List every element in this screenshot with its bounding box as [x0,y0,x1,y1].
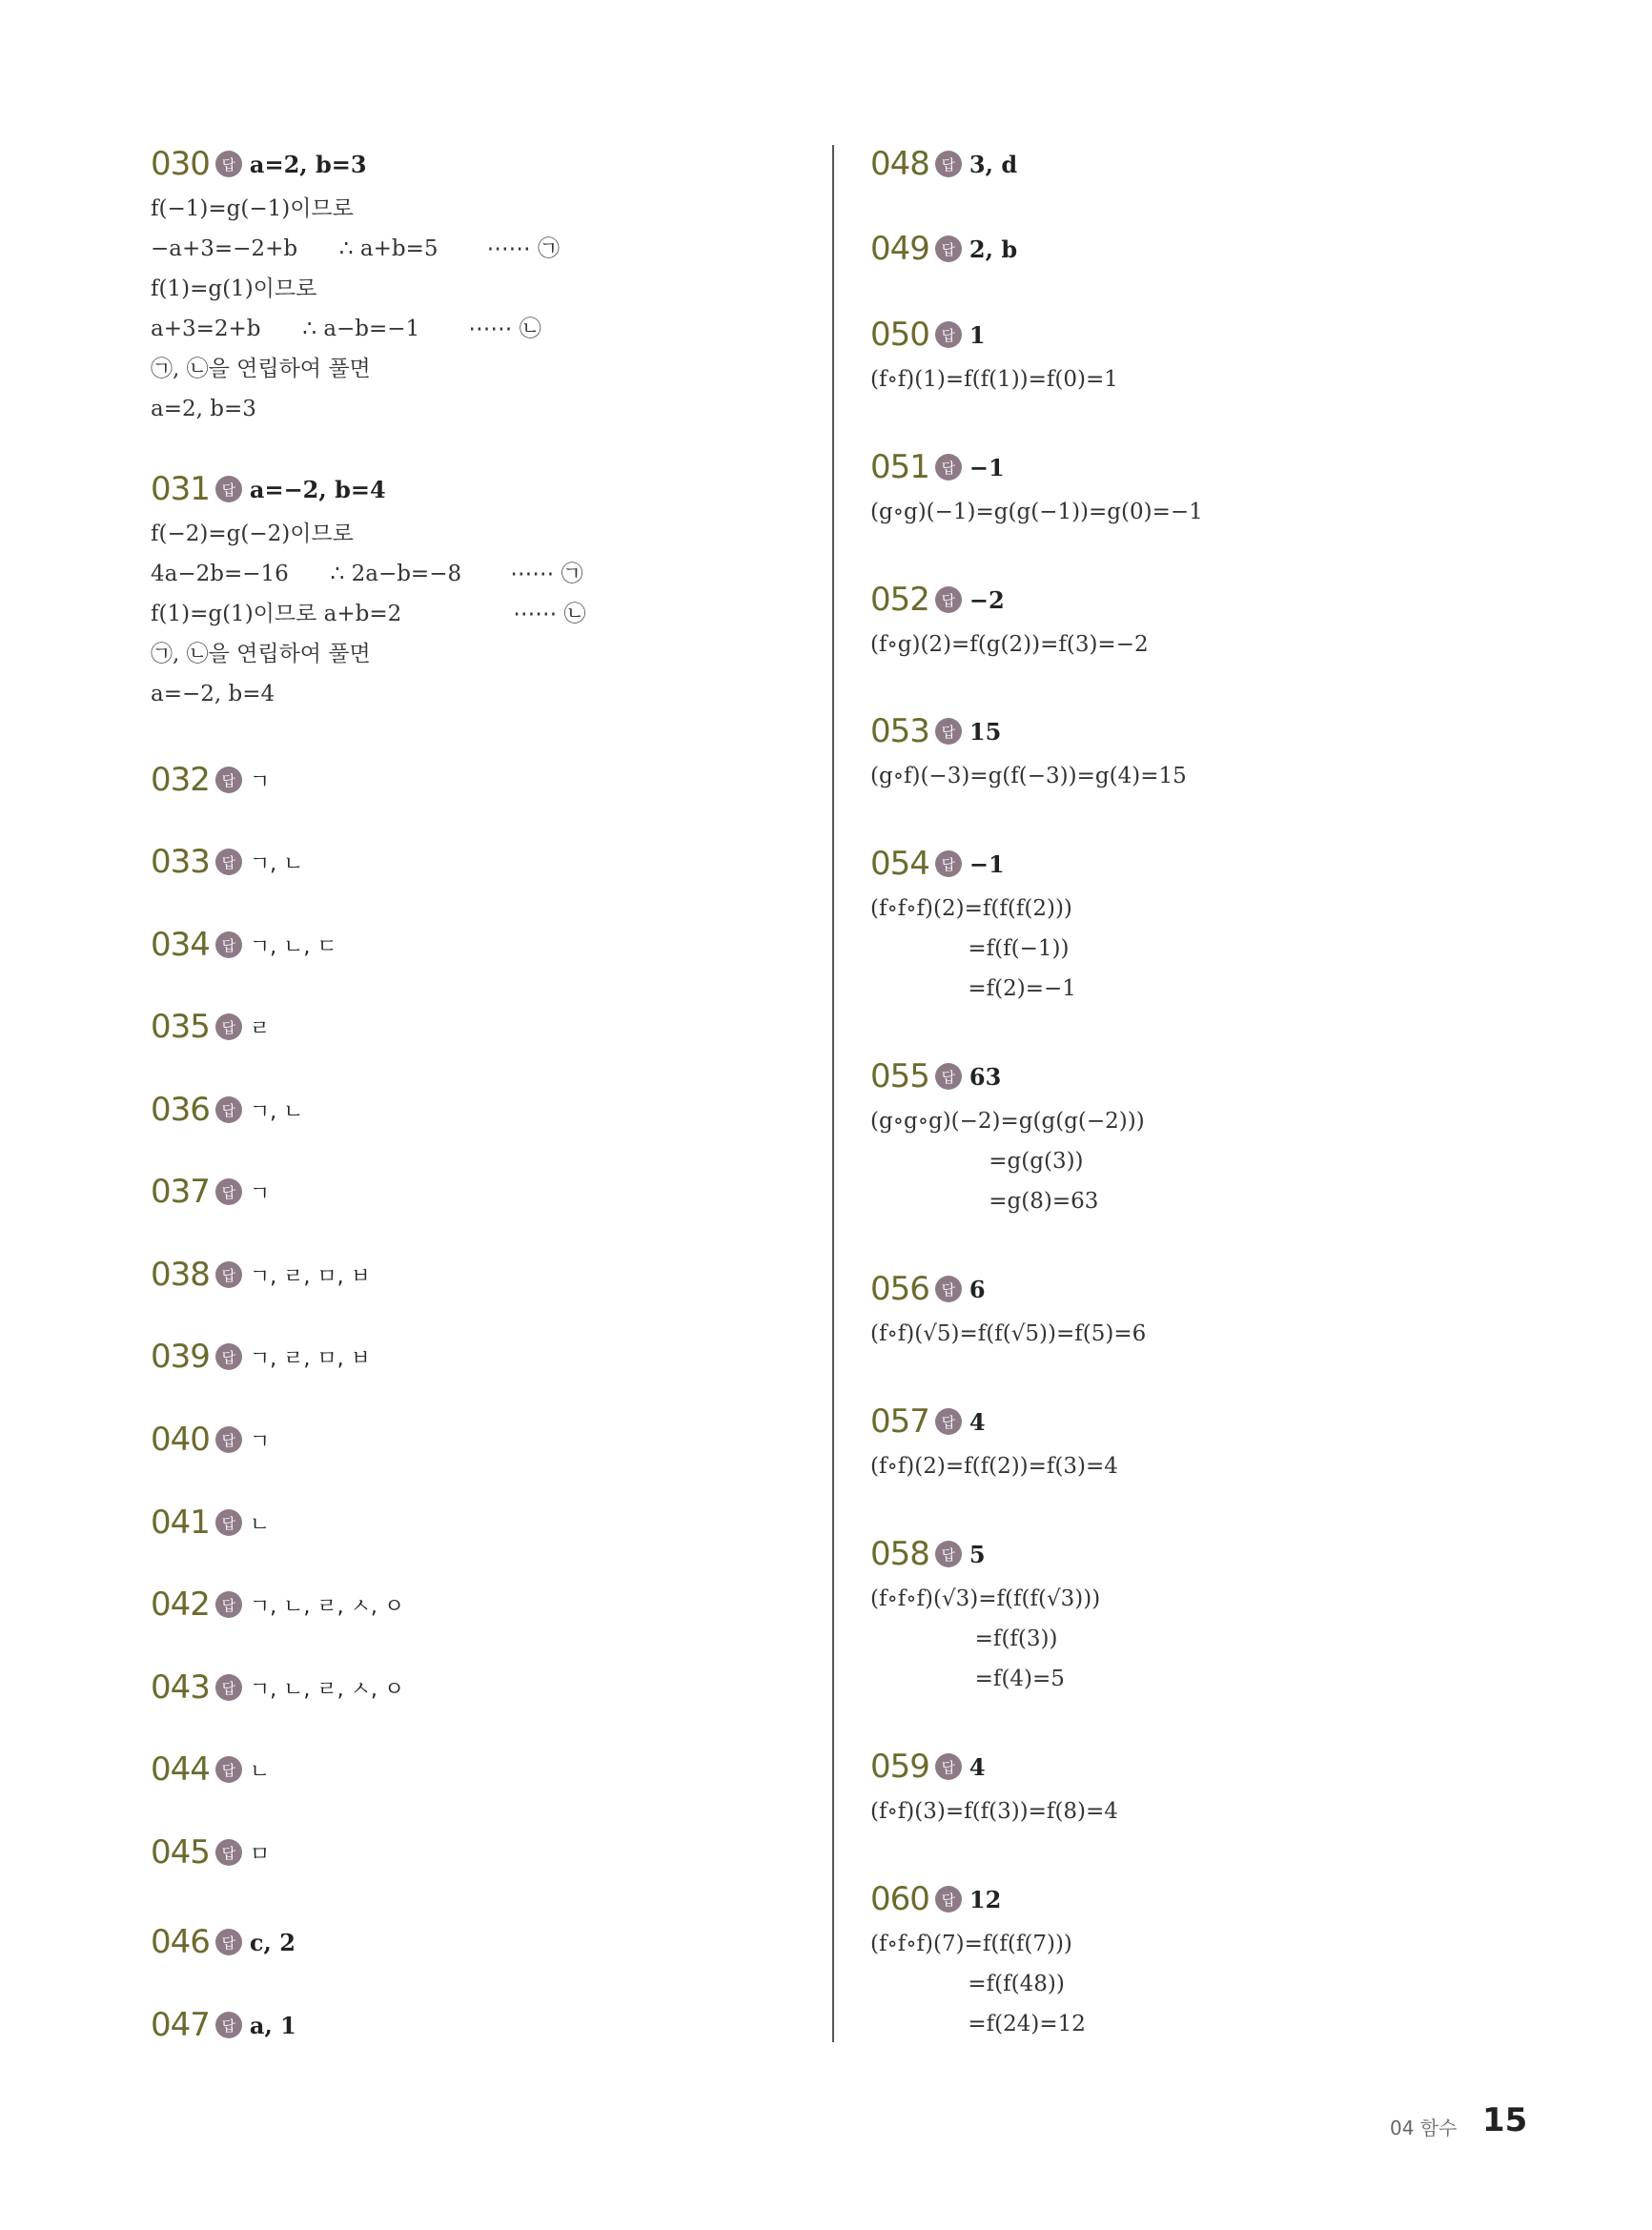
problem-header [870,228,1017,270]
answer-value: 4 [969,1752,986,1781]
problem-036 [151,1089,303,1131]
solution-body [870,1101,1145,1221]
problem-number: 044 [151,1750,210,1789]
problem-060 [870,1878,1086,2044]
answer-value: ㄴ [249,1759,271,1784]
problem-number: 060 [870,1880,929,1918]
problem-049 [870,228,1017,270]
solution-line: ㉠, ㉡을 연립하여 풀면 [151,357,371,381]
solution-line: (g∘f)(−3)=g(f(−3))=g(4)=15 [870,764,1187,788]
solution-line: (f∘f)(√5)=f(f(√5))=f(5)=6 [870,1321,1147,1346]
problem-header [870,1746,1118,1788]
problem-header [870,843,1076,885]
problem-header [151,2004,296,2046]
problem-header [151,841,303,883]
problem-number: 041 [151,1504,210,1542]
problem-058 [870,1533,1100,1699]
problem-number: 043 [151,1668,210,1707]
solution-line: a=−2, b=4 [151,682,275,706]
problem-number: 055 [870,1057,929,1095]
problem-045 [151,1831,270,1873]
problem-number: 038 [151,1256,210,1294]
problem-033 [151,841,303,883]
answer-badge-icon: 답 [935,1753,962,1780]
answer-value: a, 1 [249,2011,296,2039]
answer-value: ㄱ, ㄹ, ㅁ, ㅂ [249,1346,371,1371]
problem-054 [870,843,1076,1009]
problem-header [151,143,560,185]
problem-number: 049 [870,230,929,268]
solution-line: (f∘f∘f)(7)=f(f(f(7))) [870,1932,1072,1956]
problem-header [151,759,270,801]
problem-035 [151,1006,270,1048]
solution-line: a=2, b=3 [151,397,256,421]
answer-badge-icon: 답 [215,931,242,958]
problem-030 [151,143,560,429]
answer-badge-icon: 답 [215,1013,242,1040]
problem-number: 051 [870,448,929,486]
problem-056 [870,1268,1146,1354]
problem-number: 032 [151,761,210,799]
problem-number: 035 [151,1008,210,1046]
problem-042 [151,1584,404,1626]
answer-value: 5 [969,1540,986,1568]
problem-059 [870,1746,1118,1831]
answer-badge-icon: 답 [215,151,242,177]
problem-031 [151,468,586,714]
solution-line: =f(f(3)) [870,1626,1058,1651]
solution-body [870,359,1118,399]
problem-number: 053 [870,712,929,750]
solution-line: (f∘g)(2)=f(g(2))=f(3)=−2 [870,632,1149,657]
answer-badge-icon: 답 [215,1674,242,1701]
answer-badge-icon: 답 [215,1096,242,1123]
problem-047 [151,2004,296,2046]
answer-value: 4 [969,1407,986,1436]
problem-041 [151,1502,270,1544]
problem-header [870,710,1187,752]
answer-value: a=2, b=3 [249,150,367,178]
problem-header [151,1336,371,1378]
problem-number: 054 [870,845,929,883]
answer-value: −1 [969,453,1005,481]
answer-badge-icon: 답 [215,1929,242,1955]
solution-body [151,189,560,429]
problem-039 [151,1336,371,1378]
column-divider [832,145,834,2042]
problem-number: 050 [870,316,929,354]
solution-line: =f(24)=12 [870,2012,1086,2036]
answer-badge-icon: 답 [215,476,242,502]
solution-body [870,1314,1146,1354]
page-number: 15 [1482,2101,1528,2139]
answer-badge-icon: 답 [935,1276,962,1302]
answer-badge-icon: 답 [935,235,962,262]
problem-header [870,579,1149,621]
problem-header [151,1419,270,1461]
problem-number: 045 [151,1833,210,1872]
solution-body [870,889,1076,1009]
problem-header [151,1006,270,1048]
answer-value: ㅁ [249,1842,271,1867]
problem-number: 046 [151,1923,210,1961]
answer-value: ㄹ [249,1016,271,1041]
problem-number: 059 [870,1748,929,1786]
solution-line: (g∘g)(−1)=g(g(−1))=g(0)=−1 [870,500,1203,524]
problem-number: 042 [151,1586,210,1624]
problem-header [151,1502,270,1544]
problem-number: 057 [870,1402,929,1441]
problem-number: 052 [870,581,929,619]
solution-line: (g∘g∘g)(−2)=g(g(g(−2))) [870,1109,1145,1134]
solution-line: ㉠, ㉡을 연립하여 풀면 [151,642,371,666]
answer-badge-icon: 답 [215,1343,242,1370]
answer-value: ㄱ, ㄴ [249,851,304,876]
solution-body [870,1924,1086,2044]
solution-body [870,756,1187,796]
solution-body [870,624,1149,665]
footer-section-label: 04 함수 [1390,2117,1458,2139]
problem-number: 036 [151,1091,210,1129]
problem-053 [870,710,1187,796]
problem-header [151,1921,296,1963]
problem-number: 033 [151,843,210,881]
answer-value: ㄴ [249,1512,271,1537]
answer-badge-icon: 답 [935,718,962,745]
answer-value: 15 [969,717,1002,746]
solution-line: (f∘f)(2)=f(f(2))=f(3)=4 [870,1454,1118,1479]
problem-header [870,1055,1145,1097]
problem-number: 058 [870,1535,929,1573]
answer-value: c, 2 [249,1928,296,1956]
problem-050 [870,314,1118,399]
problem-032 [151,759,270,801]
answer-badge-icon: 답 [215,1591,242,1618]
solution-line: (f∘f∘f)(√3)=f(f(f(√3))) [870,1586,1101,1611]
answer-badge-icon: 답 [935,321,962,348]
answer-badge-icon: 답 [215,1426,242,1453]
problem-038 [151,1254,371,1296]
answer-value: ㄱ, ㄹ, ㅁ, ㅂ [249,1264,371,1289]
solution-line: a+3=2+b ∴ a−b=−1 ⋯⋯ ㉡ [151,317,541,341]
answer-badge-icon: 답 [215,849,242,875]
answer-value: a=−2, b=4 [249,475,386,503]
problem-040 [151,1419,270,1461]
problem-header [151,1089,303,1131]
solution-line: (f∘f∘f)(2)=f(f(f(2))) [870,896,1072,921]
answer-badge-icon: 답 [215,1756,242,1783]
problem-header [151,924,337,966]
answer-badge-icon: 답 [935,1541,962,1567]
solution-line: 4a−2b=−16 ∴ 2a−b=−8 ⋯⋯ ㉠ [151,562,583,586]
problem-043 [151,1667,404,1708]
answer-value: 6 [969,1275,986,1303]
answer-value: ㄱ [249,1429,271,1454]
solution-line: f(1)=g(1)이므로 a+b=2 ⋯⋯ ㉡ [151,602,586,626]
problem-051 [870,446,1203,532]
problem-057 [870,1401,1118,1486]
solution-line: =g(g(3)) [870,1149,1084,1174]
solution-body [870,1446,1118,1486]
problem-header [870,1878,1086,1920]
problem-header [151,1254,371,1296]
problem-header [870,1268,1146,1310]
solution-line: −a+3=−2+b ∴ a+b=5 ⋯⋯ ㉠ [151,236,560,261]
problem-number: 034 [151,926,210,964]
problem-055 [870,1055,1145,1221]
problem-header [870,143,1017,185]
answer-badge-icon: 답 [215,1178,242,1205]
answer-badge-icon: 답 [935,454,962,481]
answer-badge-icon: 답 [935,1063,962,1090]
problem-046 [151,1921,296,1963]
problem-header [870,1533,1100,1575]
solution-line: =g(8)=63 [870,1189,1099,1214]
answer-value: ㄱ, ㄴ, ㄹ, ㅅ, ㅇ [249,1677,405,1702]
answer-value: ㄱ, ㄴ, ㄷ [249,934,337,959]
solution-line: =f(4)=5 [870,1667,1065,1691]
answer-value: −2 [969,585,1005,614]
problem-number: 031 [151,470,210,508]
problem-header [151,1584,404,1626]
solution-line: =f(2)=−1 [870,976,1076,1001]
problem-header [151,1171,270,1213]
answer-badge-icon: 답 [215,1509,242,1536]
answer-badge-icon: 답 [935,151,962,177]
problem-number: 040 [151,1421,210,1459]
problem-052 [870,579,1149,665]
answer-value: ㄱ, ㄴ, ㄹ, ㅅ, ㅇ [249,1594,405,1619]
problem-number: 037 [151,1173,210,1211]
problem-number: 047 [151,2006,210,2044]
problem-034 [151,924,337,966]
problem-header [151,1749,270,1790]
problem-048 [870,143,1017,185]
answer-value: 63 [969,1062,1002,1091]
answer-value: 3, d [969,150,1018,178]
solution-body [870,1791,1118,1831]
problem-header [151,1831,270,1873]
answer-badge-icon: 답 [215,1261,242,1288]
answer-value: ㄱ, ㄴ [249,1099,304,1124]
answer-value: −1 [969,849,1005,878]
problem-number: 056 [870,1270,929,1308]
problem-number: 030 [151,145,210,183]
problem-header [870,446,1203,488]
problem-header [151,1667,404,1708]
solution-body [870,492,1203,532]
answer-badge-icon: 답 [935,586,962,613]
problem-header [870,314,1118,356]
solution-line: f(−1)=g(−1)이므로 [151,196,354,221]
solution-line: =f(f(48)) [870,1972,1065,1996]
answer-value: ㄱ [249,769,271,794]
solution-body [870,1579,1100,1699]
problem-044 [151,1749,270,1790]
solution-line: f(−2)=g(−2)이므로 [151,522,354,546]
answer-value: 12 [969,1885,1002,1913]
answer-badge-icon: 답 [215,1839,242,1866]
answer-badge-icon: 답 [935,1408,962,1435]
answer-badge-icon: 답 [215,767,242,793]
problem-037 [151,1171,270,1213]
answer-value: 1 [969,320,986,349]
solution-line: (f∘f)(1)=f(f(1))=f(0)=1 [870,367,1118,392]
answer-badge-icon: 답 [935,850,962,877]
answer-badge-icon: 답 [215,2012,242,2038]
solution-line: f(1)=g(1)이므로 [151,276,317,301]
problem-number: 039 [151,1338,210,1376]
problem-number: 048 [870,145,929,183]
solution-body [151,514,586,714]
solution-line: =f(f(−1)) [870,936,1070,961]
answer-badge-icon: 답 [935,1886,962,1913]
problem-header [870,1401,1118,1442]
answer-value: 2, b [969,235,1018,263]
answer-value: ㄱ [249,1181,271,1206]
solution-line: (f∘f)(3)=f(f(3))=f(8)=4 [870,1799,1118,1824]
problem-header [151,468,586,510]
